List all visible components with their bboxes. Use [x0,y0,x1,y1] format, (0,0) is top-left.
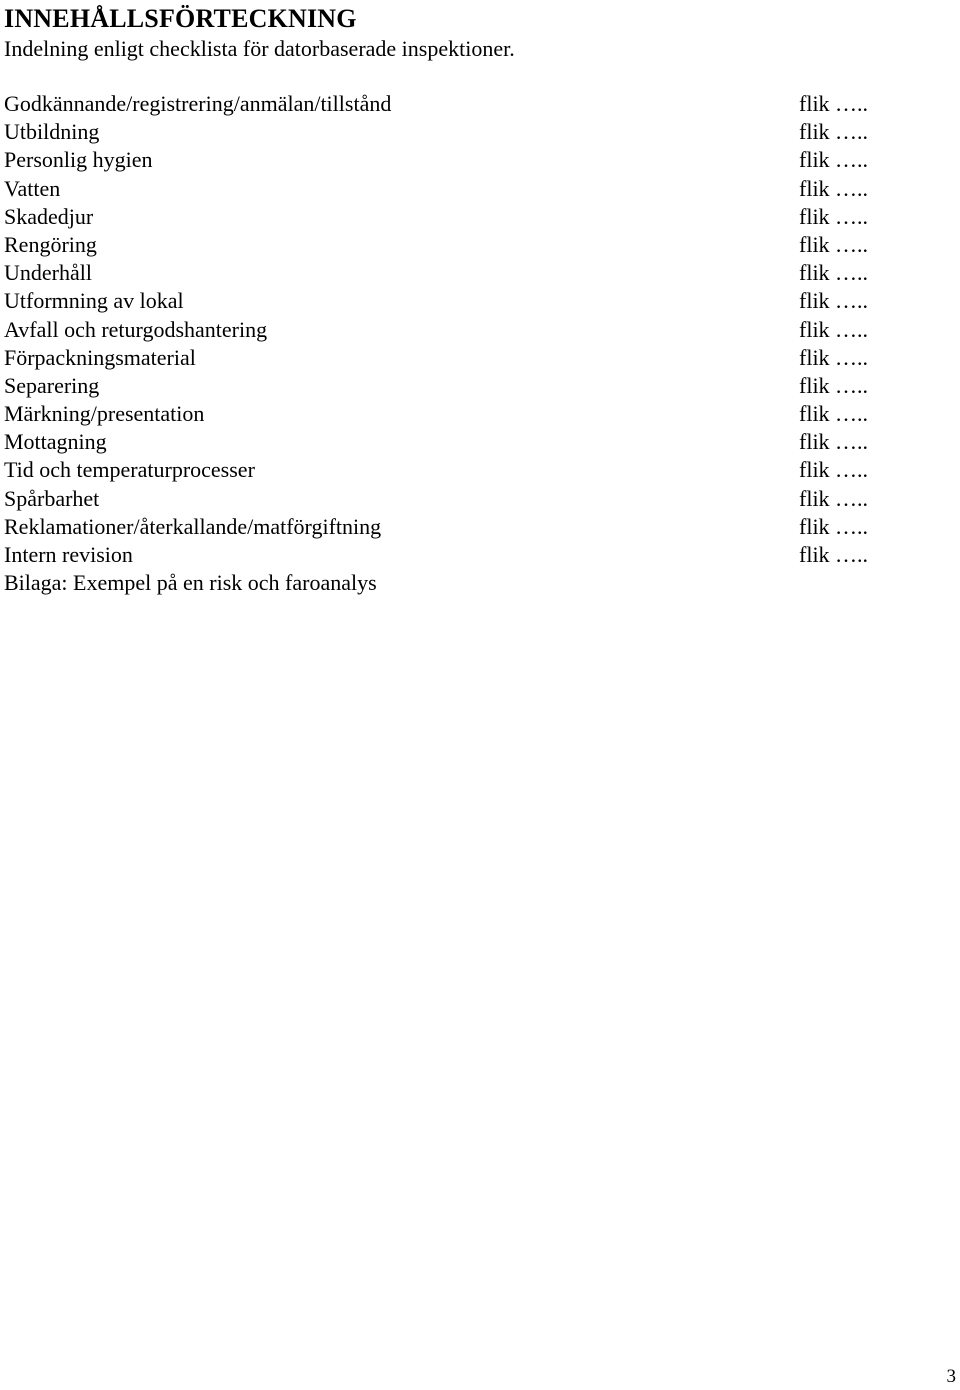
toc-item-label: Intern revision [4,542,133,567]
toc-item-tab-ref: flik ….. [799,147,869,173]
toc-item-label: Underhåll [4,260,92,286]
toc-item [0,259,960,287]
toc-item [0,175,960,203]
toc-item [0,400,960,428]
toc-item-label: Spårbarhet [4,485,100,511]
toc-item-label: Märkning/presentation [4,401,205,427]
page-number: 3 [946,1366,956,1387]
toc-item-label: Förpackningsmaterial [4,344,196,370]
toc-item-label: Vatten [4,175,61,201]
toc-item-tab-ref: flik ….. [799,429,869,455]
toc-item-tab-ref: flik ….. [799,372,869,398]
toc-item-label: Utbildning [4,119,100,145]
toc-item-label: Tid och temperaturprocesser [4,457,255,483]
toc-item [0,541,960,569]
toc-item-label: Personlig hygien [4,147,153,173]
toc-item [0,203,960,231]
toc-item-tab-ref: flik ….. [799,316,869,342]
toc-item-label: Mottagning [4,429,107,455]
toc-item [0,428,960,456]
toc-item-tab-ref: flik ….. [799,485,869,511]
toc-item [0,231,960,259]
toc-item [0,513,960,541]
toc-item [0,316,960,344]
toc-item-tab-ref: flik ….. [799,175,869,201]
page-subtitle: Indelning enligt checklista för datorbaserade inspektioner. [4,36,515,61]
toc-item [0,456,960,484]
page-title: INNEHÅLLSFÖRTECKNING [4,4,357,33]
toc-item [0,287,960,315]
toc-item-tab-ref: flik ….. [799,513,869,539]
toc-item [0,372,960,400]
toc-item-tab-ref: flik ….. [799,542,869,567]
toc-item-tab-ref: flik ….. [799,260,869,286]
toc-item [0,146,960,174]
toc-item [0,344,960,372]
toc-item-label: Rengöring [4,231,97,257]
toc-item-label: Bilaga: Exempel på en risk och faroanalys [4,570,377,596]
toc-item [0,118,960,146]
toc-item-tab-ref: flik ….. [799,91,869,116]
toc-item-label: Godkännande/registrering/anmälan/tillstånd [4,91,392,116]
toc-item-label: Reklamationer/återkallande/matförgiftning [4,513,382,539]
toc-item-tab-ref: flik ….. [799,288,869,314]
toc-item-tab-ref: flik ….. [799,401,869,427]
toc-item-label: Separering [4,372,100,398]
toc-item-tab-ref: flik ….. [799,119,869,145]
toc-item-tab-ref: flik ….. [799,231,869,257]
toc-item-tab-ref: flik ….. [799,203,869,229]
toc-item-label: Skadedjur [4,203,94,229]
toc-item-label: Utformning av lokal [4,288,184,314]
table-of-contents [0,90,960,597]
toc-item [0,569,960,597]
toc-item-tab-ref: flik ….. [799,457,869,483]
toc-item-label: Avfall och returgodshantering [4,316,268,342]
toc-item [0,90,960,118]
toc-item-tab-ref: flik ….. [799,344,869,370]
toc-item [0,485,960,513]
